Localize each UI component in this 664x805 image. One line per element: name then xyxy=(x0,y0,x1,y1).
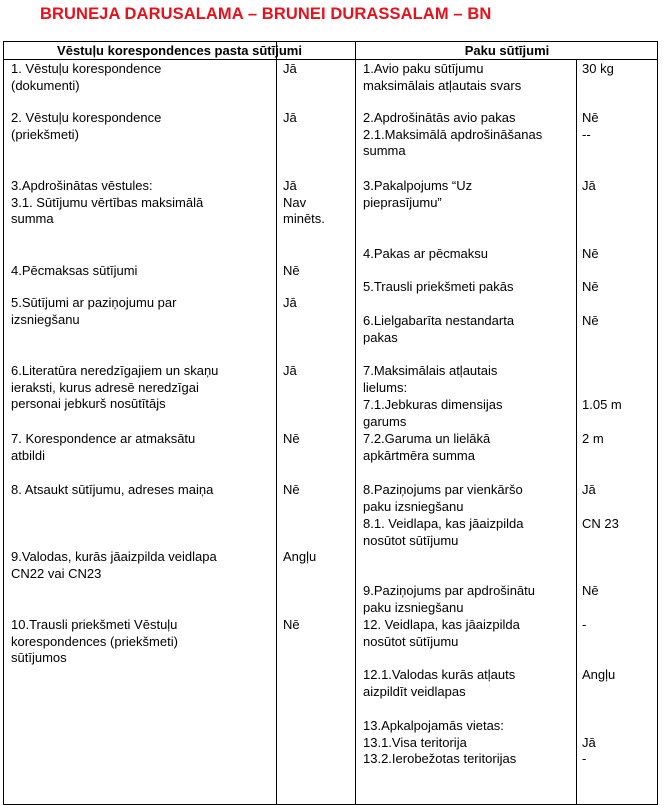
right-row-1-label: 1.Avio paku sūtījumu maksimālais atļautais svars xyxy=(363,61,522,93)
right-row-1-value: 30 kg xyxy=(582,61,614,76)
left-row-7-label: 7. Korespondence ar atmaksātu atbildi xyxy=(11,431,196,463)
left-row-1-value: Jā xyxy=(283,61,297,76)
right-row-8-value: Jā xyxy=(582,482,596,497)
left-row-3-value: Jā Nav minēts. xyxy=(283,178,325,226)
left-row-9-value: Angļu xyxy=(283,549,317,564)
right-row-8-1-value: CN 23 xyxy=(582,516,619,531)
right-value-divider xyxy=(576,59,577,804)
left-value-divider xyxy=(276,42,277,804)
right-row-6-label: 6.Lielgabarīta nestandarta pakas xyxy=(363,313,515,345)
left-row-8-label: 8. Atsaukt sūtījumu, adreses maiņa xyxy=(11,482,214,497)
left-row-7-value: Nē xyxy=(283,431,300,446)
right-row-13-label: 13.Apkalpojamās vietas: 13.1.Visa teritorija 13.2.Ierobežotas teritorijas xyxy=(363,718,517,766)
header-parcels: Paku sūtījumi xyxy=(464,43,550,58)
right-row-9-label: 9.Paziņojums par apdrošinātu paku izsniegšanu xyxy=(363,583,535,615)
right-row-4-value: Nē xyxy=(582,246,599,261)
right-row-7-1-value: 1.05 m xyxy=(582,397,622,412)
right-row-6-value: Nē xyxy=(582,313,599,328)
right-row-2-value: Nē -- xyxy=(582,110,599,142)
center-divider xyxy=(355,42,356,804)
left-row-2-value: Jā xyxy=(283,110,297,125)
left-row-6-value: Jā xyxy=(283,363,297,378)
right-row-12-1-label: 12.1.Valodas kurās atļauts aizpildīt veidlapas xyxy=(363,667,516,699)
right-row-8-label: 8.Paziņojums par vienkāršo paku izsniegšanu xyxy=(363,482,523,514)
right-row-12-value: - xyxy=(582,617,587,632)
left-row-5-label: 5.Sūtījumi ar paziņojumu par izsniegšanu xyxy=(11,295,177,327)
right-row-4-label: 4.Pakas ar pēcmaksu xyxy=(363,246,489,261)
left-row-8-value: Nē xyxy=(283,482,300,497)
header-divider xyxy=(4,59,657,60)
right-row-7-2-value: 2 m xyxy=(582,431,604,446)
right-row-7-2-label: 7.2.Garuma un lielākā apkārtmēra summa xyxy=(363,431,491,463)
left-row-1-label: 1. Vēstuļu korespondence (dokumenti) xyxy=(11,61,162,93)
left-row-10-label: 10.Trausli priekšmeti Vēstuļu korespondences (priekšmeti) sūtījumos xyxy=(11,617,178,665)
left-row-6-label: 6.Literatūra neredzīgajiem un skaņu ieraksti, kurus adresē neredzīgai personai jebkurš nosūtītājs xyxy=(11,363,219,411)
left-row-3-label: 3.Apdrošinātas vēstules: 3.1. Sūtījumu vērtības maksimālā summa xyxy=(11,178,204,226)
left-row-4-label: 4.Pēcmaksas sūtījumi xyxy=(11,263,138,278)
right-row-7-1-label: 7.1.Jebkuras dimensijas garums xyxy=(363,397,503,429)
left-row-5-value: Jā xyxy=(283,295,297,310)
left-row-10-value: Nē xyxy=(283,617,300,632)
right-row-5-value: Nē xyxy=(582,279,599,294)
right-row-5-label: 5.Trausli priekšmeti pakās xyxy=(363,279,514,294)
left-row-2-label: 2. Vēstuļu korespondence (priekšmeti) xyxy=(11,110,162,142)
right-row-7-label: 7.Maksimālais atļautais lielums: xyxy=(363,363,498,395)
right-row-13-value: Jā - xyxy=(582,734,596,766)
page-title: BRUNEJA DARUSALAMA – BRUNEI DURASSALAM – BN xyxy=(40,5,492,23)
header-letters: Vēstuļu korespondences pasta sūtījumi xyxy=(57,43,302,58)
right-row-12-label: 12. Veidlapa, kas jāaizpilda nosūtot sūtījumu xyxy=(363,617,520,649)
right-row-3-value: Jā xyxy=(582,178,596,193)
right-row-2-label: 2.Apdrošinātās avio pakas 2.1.Maksimālā apdrošināšanas summa xyxy=(363,110,543,158)
right-row-9-value: Nē xyxy=(582,583,599,598)
right-row-12-1-value: Angļu xyxy=(582,667,616,682)
left-row-4-value: Nē xyxy=(283,263,300,278)
services-table xyxy=(3,41,658,805)
right-row-8-1-label: 8.1. Veidlapa, kas jāaizpilda nosūtot sūtījumu xyxy=(363,516,524,548)
left-row-9-label: 9.Valodas, kurās jāaizpilda veidlapa CN22 vai CN23 xyxy=(11,549,217,581)
right-row-3-label: 3.Pakalpojums “Uz pieprasījumu” xyxy=(363,178,473,210)
